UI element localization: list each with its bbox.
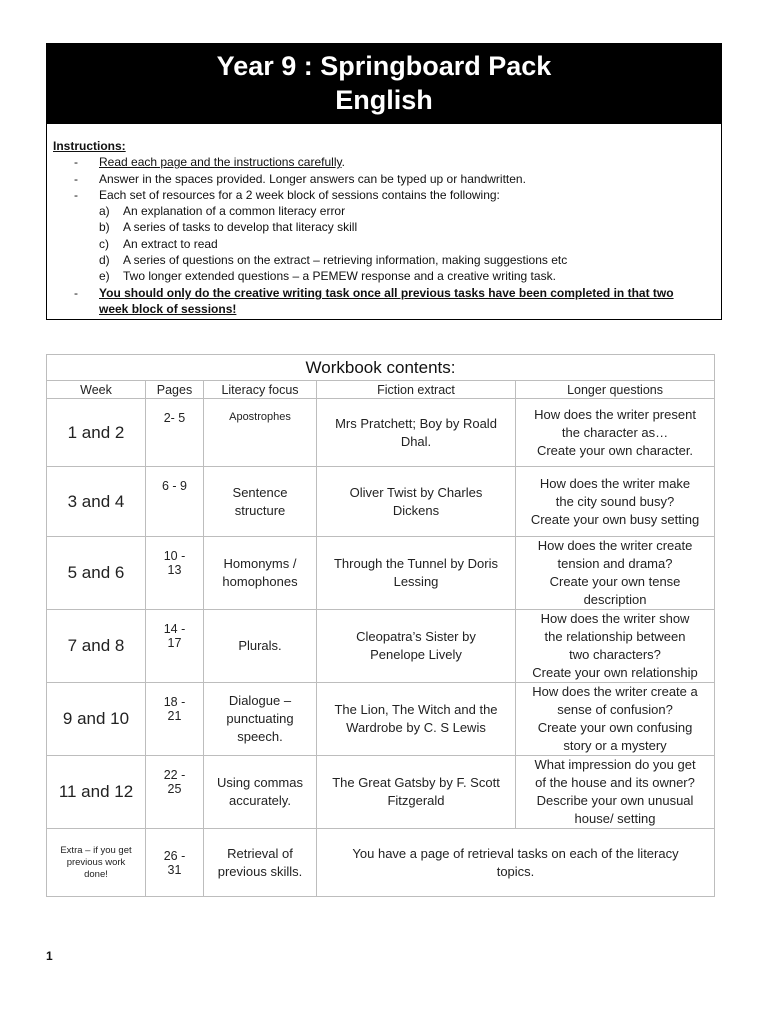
page-title: Year 9 : Springboard Pack	[216, 51, 552, 81]
pages-cell: 6 - 9	[146, 467, 204, 537]
column-header-week: Week	[47, 381, 146, 399]
page-subtitle: English	[335, 85, 433, 115]
instruction-item	[53, 154, 715, 170]
week-cell: 5 and 6	[47, 537, 146, 610]
fiction-cell: Cleopatra’s Sister by Penelope Lively	[317, 610, 516, 683]
pages-cell: 26 - 31	[146, 829, 204, 897]
longer-questions-cell: How does the writer show the relationship between two characters? Create your own relationship	[516, 610, 715, 683]
fiction-cell: Through the Tunnel by Doris Lessing	[317, 537, 516, 610]
table-row-extra	[47, 829, 715, 897]
longer-questions-cell: How does the writer make the city sound busy? Create your own busy setting	[516, 467, 715, 537]
pages-cell: 2- 5	[146, 399, 204, 467]
focus-cell: Using commas accurately.	[204, 756, 317, 829]
column-header-fiction: Fiction extract	[317, 381, 516, 399]
sub-item-text: An explanation of a common literacy error	[123, 204, 346, 219]
warning-text: You should only do the creative writing task once all previous tasks have been completed in that two week block of sessions!	[99, 285, 674, 316]
bullet-dash: -	[74, 187, 78, 202]
table-row	[47, 399, 715, 467]
retrieval-description-cell: You have a page of retrieval tasks on each of the literacy topics.	[317, 829, 715, 897]
sub-item-text: A series of tasks to develop that literacy skill	[123, 220, 358, 235]
instructions	[47, 124, 721, 317]
week-cell: 11 and 12	[47, 756, 146, 829]
focus-cell: Sentence structure	[204, 467, 317, 537]
longer-questions-cell: How does the writer create tension and drama? Create your own tense description	[516, 537, 715, 610]
sub-item	[53, 252, 715, 268]
sub-item-letter: b)	[99, 220, 110, 235]
table-row	[47, 537, 715, 610]
table-caption-row	[47, 355, 715, 381]
column-header-pages: Pages	[146, 381, 204, 399]
focus-cell: Apostrophes	[204, 399, 317, 467]
instruction-item	[53, 171, 715, 187]
table-row	[47, 610, 715, 683]
table-row	[47, 683, 715, 756]
table-row	[47, 467, 715, 537]
pages-cell: 14 - 17	[146, 610, 204, 683]
table-row	[47, 756, 715, 829]
week-cell: 1 and 2	[47, 399, 146, 467]
fiction-cell: Mrs Pratchett; Boy by Roald Dhal.	[317, 399, 516, 467]
focus-cell: Retrieval of previous skills.	[204, 829, 317, 897]
sub-item-text: A series of questions on the extract – retrieving information, making suggestions etc	[123, 253, 568, 268]
instruction-text: Each set of resources for a 2 week block of sessions contains the following:	[99, 187, 500, 202]
title-panel	[46, 43, 722, 320]
instructions-heading: Instructions:	[53, 139, 126, 153]
sub-item-letter: c)	[99, 236, 109, 251]
focus-cell: Homonyms / homophones	[204, 537, 317, 610]
sub-item-letter: a)	[99, 204, 110, 219]
sub-item-text: Two longer extended questions – a PEMEW response and a creative writing task.	[123, 269, 556, 284]
bullet-dash: -	[74, 171, 78, 186]
pages-cell: 22 - 25	[146, 756, 204, 829]
focus-cell: Dialogue – punctuating speech.	[204, 683, 317, 756]
sub-item	[53, 236, 715, 252]
longer-questions-cell: How does the writer create a sense of confusion? Create your own confusing story or a mystery	[516, 683, 715, 756]
fiction-cell: The Great Gatsby by F. Scott Fitzgerald	[317, 756, 516, 829]
title-bar	[47, 44, 721, 124]
focus-cell: Plurals.	[204, 610, 317, 683]
sub-item	[53, 219, 715, 235]
week-cell: 3 and 4	[47, 467, 146, 537]
fiction-cell: Oliver Twist by Charles Dickens	[317, 467, 516, 537]
sub-item-letter: d)	[99, 253, 110, 268]
sub-item	[53, 203, 715, 219]
fiction-cell: The Lion, The Witch and the Wardrobe by C. S Lewis	[317, 683, 516, 756]
instruction-text: Answer in the spaces provided. Longer answers can be typed up or handwritten.	[99, 171, 526, 186]
bullet-dash: -	[74, 155, 78, 170]
pages-cell: 10 - 13	[146, 537, 204, 610]
instruction-item	[53, 187, 715, 203]
sub-item	[53, 268, 715, 284]
sub-item-text: An extract to read	[123, 236, 218, 251]
longer-questions-cell: How does the writer present the character as… Create your own character.	[516, 399, 715, 467]
sub-item-letter: e)	[99, 269, 110, 284]
week-cell: 9 and 10	[47, 683, 146, 756]
week-cell: 7 and 8	[47, 610, 146, 683]
week-cell: Extra – if you get previous work done!	[47, 829, 146, 897]
workbook-contents-table	[46, 354, 715, 897]
bullet-dash: -	[74, 285, 78, 300]
instruction-item-warning	[53, 285, 715, 318]
table-header-row	[47, 381, 715, 399]
instruction-text: Read each page and the instructions carefully.	[99, 155, 345, 170]
longer-questions-cell: What impression do you get of the house and its owner? Describe your own unusual house/ setting	[516, 756, 715, 829]
column-header-longer: Longer questions	[516, 381, 715, 399]
pages-cell: 18 - 21	[146, 683, 204, 756]
table-caption: Workbook contents:	[47, 355, 715, 381]
column-header-focus: Literacy focus	[204, 381, 317, 399]
page-number: 1	[46, 949, 53, 963]
